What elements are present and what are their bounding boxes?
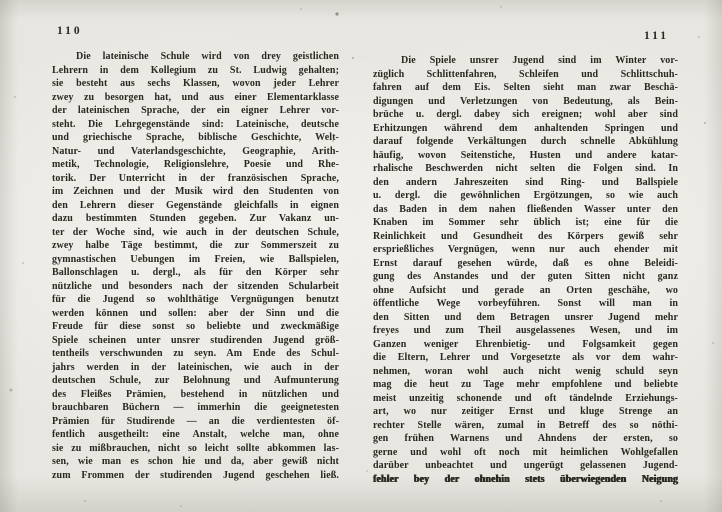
text-line: rechter Stelle wären, zumal in Betreff des so nöthi-	[373, 419, 678, 431]
text-line: metik, Technologie, Religionslehre, Poesie und Rhe-	[52, 159, 339, 170]
text-line: für die Jugend so wohlthätige Vergnügungen benutzt	[52, 294, 339, 305]
text-line: das Baden in dem nahen fließenden Wasser unter den	[373, 203, 678, 215]
text-line: ersprießliches Vergnügen, wenn nur auch ehender mit	[373, 244, 678, 255]
text-line: gymnastischen Uebungen im Freien, wie Ballspielen,	[52, 253, 339, 265]
text-line: Ganzen weniger Ehrenbietig- und Folgsamkeit gegen	[373, 338, 678, 350]
text-line: der lateinischen Sprache, der ein eigner Lehrer vor-	[52, 105, 339, 116]
text-line: zwey halbe Täge bestimmt, die zur Sommerszeit zu	[52, 240, 339, 251]
text-line: den andern Jahreszeiten sind Ring- und Ballspiele	[373, 176, 678, 188]
text-line: darüber unbeachtet und ungerügt gelassenen Jugend-	[373, 460, 678, 471]
text-line: nehmen, woran wohl auch nicht wenig schuld seyn	[373, 365, 678, 377]
scan-speckles	[0, 0, 2, 2]
text-line: Lehrern in dem Kollegium zu St. Ludwig gehalten;	[52, 64, 339, 76]
text-line: werden können und sollen: aber der Sinn und die	[52, 307, 339, 319]
text-line: des Fleißes Prämien, bestehend in nützlichen und	[52, 388, 339, 400]
text-line: Prämien für Studirende — an die verdientesten öf-	[52, 415, 339, 427]
text-line: Reinlichkeit und Gesundheit des Körpers gewiß sehr	[373, 230, 678, 242]
text-line: gen frühen Warnens und Ahndens der ersten, so	[373, 433, 678, 444]
text-line: mag die heut zu Tage mehr empfohlene und beliebte	[373, 379, 678, 390]
page-number-right: 111	[644, 30, 669, 42]
text-line: nützliche und besonders nach der sitzenden Schularbeit	[52, 280, 339, 292]
text-line: deutschen Schule, zur Belohnung und Aufmunterung	[52, 375, 339, 386]
text-line: jahrs werden in der lateinischen, wie auch in der	[52, 361, 339, 373]
text-line: Die lateinische Schule wird von drey geistlichen	[76, 51, 339, 62]
text-line: fahren auf dem Eis. Selten sieht man zwar Beschä-	[373, 82, 678, 93]
text-line: meist unzeitig schonende und oft tändelnde Erziehungs-	[373, 392, 678, 404]
text-line: gung des Anstandes und der guten Sitten nicht ganz	[373, 271, 678, 282]
text-line: sie besteht aus sechs Klassen, wovon jeder Lehrer	[52, 78, 339, 89]
page-number-left: 110	[57, 25, 83, 37]
text-line: sen, wie man es schon hie und da, aber gewiß nicht	[52, 456, 339, 467]
text-line: fentlich ausgetheilt: eine Anstalt, welche man, ohne	[52, 429, 339, 440]
text-line: brauchbaren Büchern — immerhin die geeignetesten	[52, 402, 339, 413]
text-line: sie zu mißbrauchen, nicht so leicht sollte abkommen las-	[52, 442, 339, 454]
text-line: ter der Woche sind, wie auch in der deutschen Schule,	[52, 226, 339, 238]
text-line: zum Frommen der studirenden Jugend geschehen ließ.	[52, 469, 339, 481]
text-column-left	[52, 50, 339, 482]
text-line: öffentliche Wege vorbeyführen. Sonst will man in	[373, 298, 678, 309]
text-line: und griechische Sprache, biblische Geschichte, Welt-	[52, 132, 339, 143]
text-line: Knaben im Sommer sehr üblich ist; eine für die	[373, 217, 678, 228]
text-line: digungen und Verletzungen von Bedeutung, als Bein-	[373, 95, 678, 107]
text-column-right	[373, 54, 678, 486]
text-line: züglich Schlittenfahren, Schleifen und Schlittschuh-	[373, 68, 678, 80]
text-line: darauf folgende Verkältungen durch schnelle Abkühlung	[373, 136, 678, 147]
text-line: rhalische Beschwerden nicht selten die Folgen sind. In	[373, 163, 678, 174]
text-line: im Zeichnen und der Musik wird den Studenten von	[52, 186, 339, 197]
text-line: den Lehrern dieser Gegenstände gleichfalls in eignen	[52, 199, 339, 211]
text-line: brüche u. dergl. dabey sich ereignen; wohl aber sind	[373, 109, 678, 120]
text-line: fehler bey der ohnehin stets überwiegenden Neigung	[373, 473, 678, 485]
text-line: tentheils verschwunden zu seyn. Am Ende des Schul-	[52, 348, 339, 359]
text-line: ohne Aufsicht und gerade an Orten geschähe, wo	[373, 284, 678, 296]
text-line: Ernst darauf gesehen würde, daß es ohne Beleidi-	[373, 257, 678, 269]
text-line: Erhitzungen während dem anhaltenden Springen und	[373, 122, 678, 134]
text-line: dazu bestimmten Stunden gegeben. Zur Vakanz un-	[52, 213, 339, 224]
text-line: steht. Die Lehrgegenstände sind: Lateinische, deutsche	[52, 118, 339, 130]
text-line: Spiele scheinen unter unsrer studirenden Jugend größ-	[52, 334, 339, 346]
text-line: Natur- und Vaterlandsgeschichte, Geographie, Arith-	[52, 145, 339, 157]
text-line: Die Spiele unsrer Jugend sind im Winter vor-	[401, 55, 678, 66]
text-line: torik. Der Unterricht in der französischen Sprache,	[52, 172, 339, 184]
text-line: u. dergl. die gewöhnlichen Ergötzungen, so wie auch	[373, 190, 678, 201]
text-line: gerne und wohl oft noch mit heimlichen Wohlgefallen	[373, 446, 678, 458]
text-line: die Eltern, Lehrer und Vorgesetzte als vor dem wahr-	[373, 352, 678, 363]
text-line: Freude für diese sonst so beliebte und zweckmäßige	[52, 321, 339, 332]
text-line: zwey zu besorgen hat, und aus einer Elementarklasse	[52, 91, 339, 103]
text-line: freyes und zum Theil ausgelassenes Wesen, und im	[373, 325, 678, 336]
text-line: art, wo nur zeitiger Ernst und kluge Strenge an	[373, 406, 678, 417]
text-line: den Sitten und dem Betragen unsrer Jugend mehr	[373, 311, 678, 323]
text-line: Ballonschlagen u. dergl., als für den Körper sehr	[52, 267, 339, 278]
text-line: häufig, wovon Seitenstiche, Husten und andere katar-	[373, 149, 678, 161]
